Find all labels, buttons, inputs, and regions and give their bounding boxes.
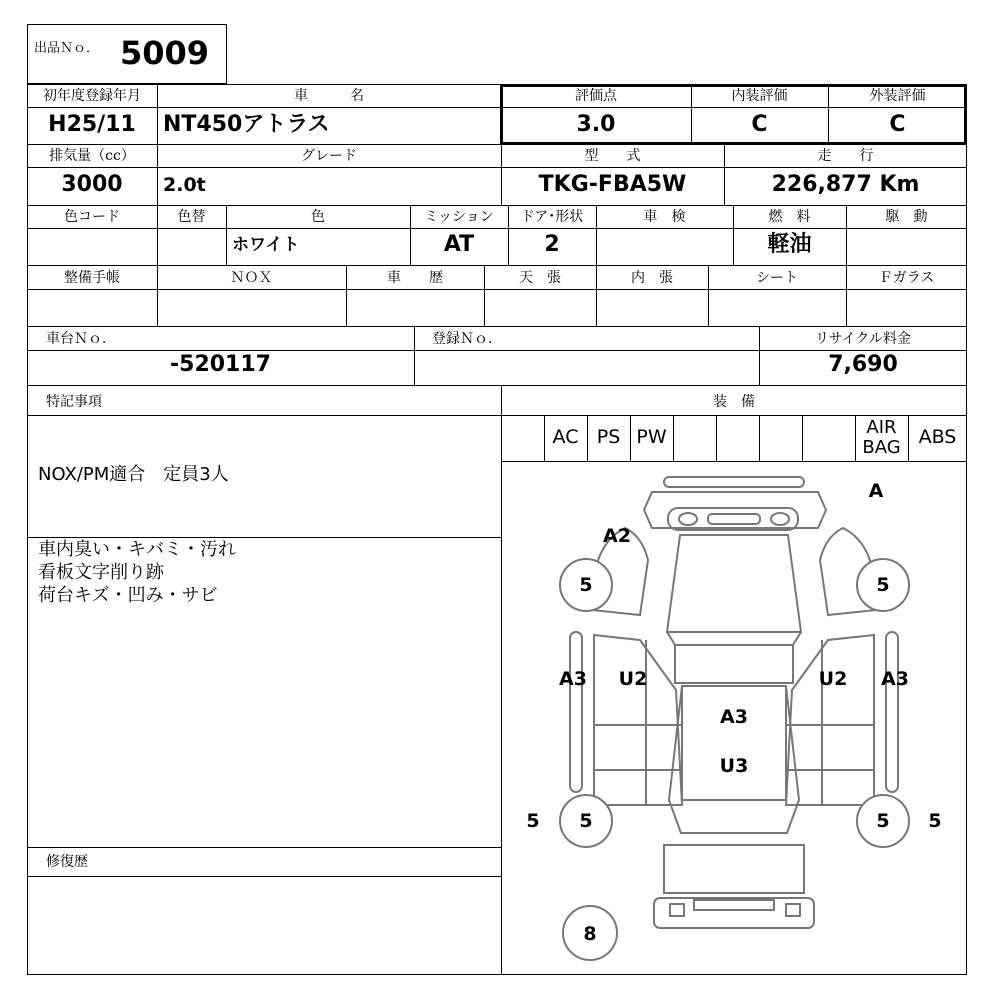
mark-front: A [868,480,884,502]
exterior-label: 外装評価 [869,88,926,104]
mark-tire-rear-left: 5 [579,810,593,832]
mark-bed-u: U3 [719,755,749,777]
mission-value: AT [443,232,475,257]
mark-tire-front-right: 5 [876,574,890,596]
recycle-value: 7,690 [828,352,898,377]
grade-label: グレード [301,148,357,164]
equipment-ac: AC [552,426,579,448]
mark-windshield: A2 [603,525,631,547]
displacement-value: 3000 [61,172,123,197]
mark-right-side-u: U2 [818,668,848,690]
mileage-value: 226,877 Km [771,172,920,197]
chassis-label: 車台Ｎｏ． [46,331,116,347]
maintenance-label: 整備手帳 [64,270,120,286]
mark-bed-a: A3 [720,706,748,728]
lot-number: 5009 [120,34,210,72]
grade-value: 2.0t [163,174,206,196]
glass-label: Ｆガラス [878,270,935,286]
mark-left-side-a: A3 [559,668,587,690]
door-value: 2 [544,232,560,257]
car-name-label: 車 名 [294,88,364,104]
equipment-label: 装 備 [713,394,755,410]
mark-tire-front-left: 5 [579,574,593,596]
history-label: 車 歴 [387,270,443,286]
recycle-label: リサイクル料金 [814,331,912,347]
equipment-pw: PW [636,426,667,448]
reg-year-value: H25/11 [48,112,136,137]
mark-spare: 8 [583,923,597,945]
lot-label: 出品Ｎｏ． [34,41,100,56]
color-label: 色 [311,209,325,225]
interior-value: C [751,112,768,137]
repair-label: 修復歴 [46,854,88,870]
inspection-label: 車 検 [643,209,686,225]
score-value: 3.0 [576,112,616,137]
nox-label: ＮＯＸ [230,270,273,286]
fuel-value: 軽油 [767,232,812,257]
mission-label: ミッション [424,209,494,225]
mileage-label: 走 行 [817,148,874,164]
color-value: ホワイト [232,235,300,255]
mark-rear-outer-right: 5 [928,810,942,832]
displacement-label: 排気量（cc） [49,148,135,164]
interior-label: 内装評価 [731,88,788,104]
notes-text-1: NOX/PM適合 定員3人 [38,464,229,485]
score-label: 評価点 [575,88,617,104]
notes-text-2: 車内臭い・キバミ・汚れ 看板文字削り跡 荷台キズ・凹み・サビ [38,539,236,606]
door-label: ドア･形状 [520,209,584,225]
drive-label: 駆 動 [885,209,928,225]
color-code-label: 色コード [64,209,120,225]
mark-rear-outer-left: 5 [526,810,540,832]
model-label: 型 式 [584,148,641,164]
fuel-label: 燃 料 [768,209,811,225]
chassis-value: -520117 [170,352,271,377]
mark-right-side-a: A3 [881,668,909,690]
seat-label: シート [756,270,798,286]
notes-label: 特記事項 [46,394,102,410]
equipment-abs: ABS [918,426,957,448]
reg-year-label: 初年度登録年月 [43,88,141,104]
registration-label: 登録Ｎｏ． [432,331,502,347]
color-change-label: 色替 [177,209,206,225]
mark-left-side-u: U2 [618,668,648,690]
mark-tire-rear-right: 5 [876,810,890,832]
ceiling-label: 天 張 [519,270,561,286]
lining-label: 内 張 [631,270,673,286]
car-name-value: NT450アトラス [163,112,330,137]
exterior-value: C [889,112,906,137]
equipment-ps: PS [596,426,621,448]
equipment-airbag: AIR BAG [862,417,901,458]
model-value: TKG-FBA5W [538,172,687,197]
